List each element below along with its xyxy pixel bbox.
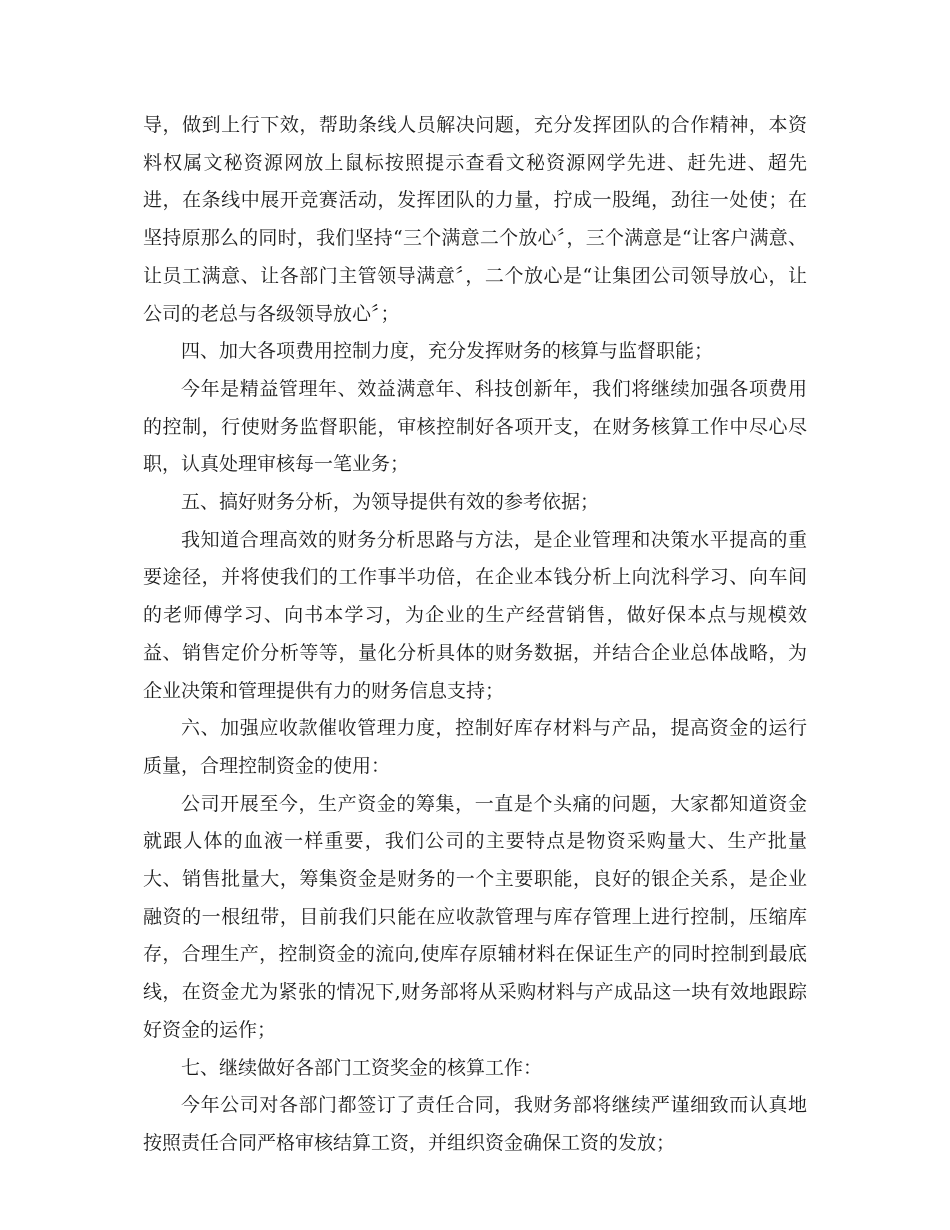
section-heading-4: 四、加大各项费用控制力度，充分发挥财务的核算与监督职能； — [181, 340, 714, 363]
paragraph: 今年是精益管理年、效益满意年、科技创新年，我们将继续加强各项费用的控制，行使财务监督职能，审核控制好各项开支，在财务核算工作中尽心尽职，认真处理审核每一笔业务； — [143, 377, 807, 476]
paragraph: 公司开展至今，生产资金的筹集，一直是个头痛的问题，大家都知道资金就跟人体的血液一样重要，我们公司的主要特点是物资采购量大、生产批量大、销售批量大，筹集资金是财务的一个主要职能，良好的银企关系，是企业融资的一根纽带，目前我们只能在应收款管理与库存管理上进行控制，压缩库存，合理生产，控制资金的流向,使库存原辅材料在保证生产的同时控制到最底线，在资金尤为紧张的情况下,财务部将从采购材料与产成品这一块有效地跟踪好资金的运作； — [143, 792, 807, 1041]
paragraph: 今年公司对各部门都签订了责任合同，我财务部将继续严谨细致而认真地按照责任合同严格审核结算工资，并组织资金确保工资的发放； — [143, 1094, 807, 1154]
section-heading-5: 五、搞好财务分析，为领导提供有效的参考依据； — [181, 491, 600, 514]
paragraph-continuation: 导，做到上行下效，帮助条线人员解决问题，充分发挥团队的合作精神，本资料权属文秘资源网放上鼠标按照提示查看文秘资源网学先进、赶先进、超先进，在条线中展开竞赛活动，发挥团队的力量，拧成一股绳，劲往一处使；在坚持原那么的同时，我们坚持“三个满意二个放心〞，三个满意是“让客户满意、让员工满意、让各部门主管领导满意〞，二个放心是“让集团公司领导放心，让公司的老总与各级领导放心〞； — [143, 114, 807, 325]
section-heading-7: 七、继续做好各部门工资奖金的核算工作： — [181, 1056, 543, 1079]
section-heading-6: 六、加强应收款催收管理力度，控制好库存材料与产品，提高资金的运行质量，合理控制资金的使用： — [143, 717, 807, 777]
document-body — [143, 107, 807, 1163]
paragraph: 我知道合理高效的财务分析思路与方法，是企业管理和决策水平提高的重要途径，并将使我们的工作事半功倍，在企业本钱分析上向沈科学习、向车间的老师傅学习、向书本学习，为企业的生产经营销售，做好保本点与规模效益、销售定价分析等等，量化分析具体的财务数据，并结合企业总体战略，为企业决策和管理提供有力的财务信息支持； — [143, 528, 807, 702]
